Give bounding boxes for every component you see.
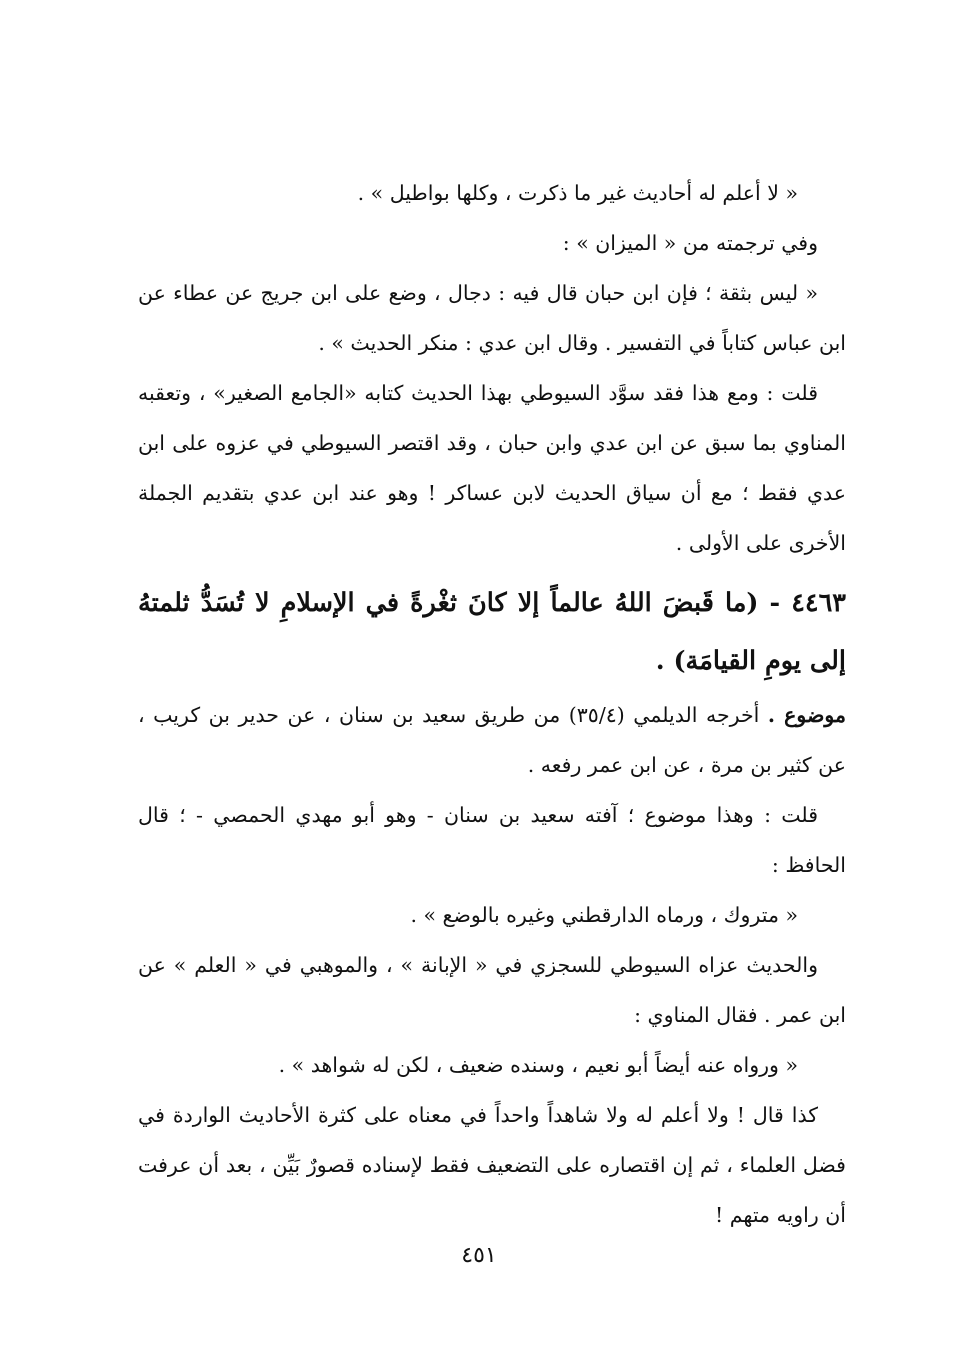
quote-paragraph-4: « ورواه عنه أيضاً أبو نعيم ، وسنده ضعيف ، لكن له شواهد » . (278, 1053, 798, 1077)
paragraph-commentary-1: قلت : ومع هذا فقد سوَّد السيوطي بهذا الحديث كتابه «الجامع الصغير» ، وتعقبه المناوي بما سبق عن ابن عدي وابن حبان ، وقد اقتصر السيوطي في عزوه على ابن عدي فقط ؛ مع أن سياق الحديث لابن عساكر ! وهو عند ابن عدي بتقديم الجملة الأخرى على الأولى . (138, 381, 846, 555)
paragraph-commentary-2: قلت : وهذا موضوع ؛ آفته سعيد بن سنان - وهو أبو مهدي الحمصي - ؛ قال الحافظ : (138, 803, 846, 877)
quote-paragraph-3: « متروك ، ورماه الدارقطني وغيره بالوضع » . (410, 903, 798, 927)
page-body (138, 168, 846, 1240)
quote-paragraph-1: « لا أعلم له أحاديث غير ما ذكرت ، وكلها بواطيل » . (357, 181, 798, 205)
takhrij-text: أخرجه الديلمي (٣٥/٤) من طريق سعيد بن سنان ، عن حدير بن كريب ، عن كثير بن مرة ، عن ابن عمر رفعه . (138, 703, 846, 777)
paragraph-commentary-3: والحديث عزاه السيوطي للسجزي في « الإبانة » ، والموهبي في « العلم » عن ابن عمر . فقال المناوي : (138, 953, 846, 1027)
paragraph-commentary-4: كذا قال ! ولا أعلم له ولا شاهداً واحداً في معناه على كثرة الأحاديث الواردة في فضل العلماء ، ثم إن اقتصاره على التضعيف فقط لإسناده قصورٌ بَيِّن ، بعد أن عرفت أن راويه متهم ! (138, 1103, 846, 1227)
page-number: ٤٥١ (461, 1243, 497, 1268)
paragraph-mizan-intro: وفي ترجمته من « الميزان » : (562, 231, 818, 255)
hadith-heading: ٤٤٦٣ - (ما قَبضَ اللهُ عالماً إلا كانَ ثغْرةً في الإسلامِ لا تُسَدُّ ثلمتهُ إلى يومِ القيامَة) . (138, 588, 846, 676)
takhrij-paragraph (138, 690, 846, 790)
hadith-grade: موضوع . (767, 703, 846, 727)
quote-paragraph-2: « ليس بثقة ؛ فإن ابن حبان قال فيه : دجال ، وضع على ابن جريج عن عطاء عن ابن عباس كتاباً في التفسير . وقال ابن عدي : منكر الحديث » . (138, 281, 846, 355)
